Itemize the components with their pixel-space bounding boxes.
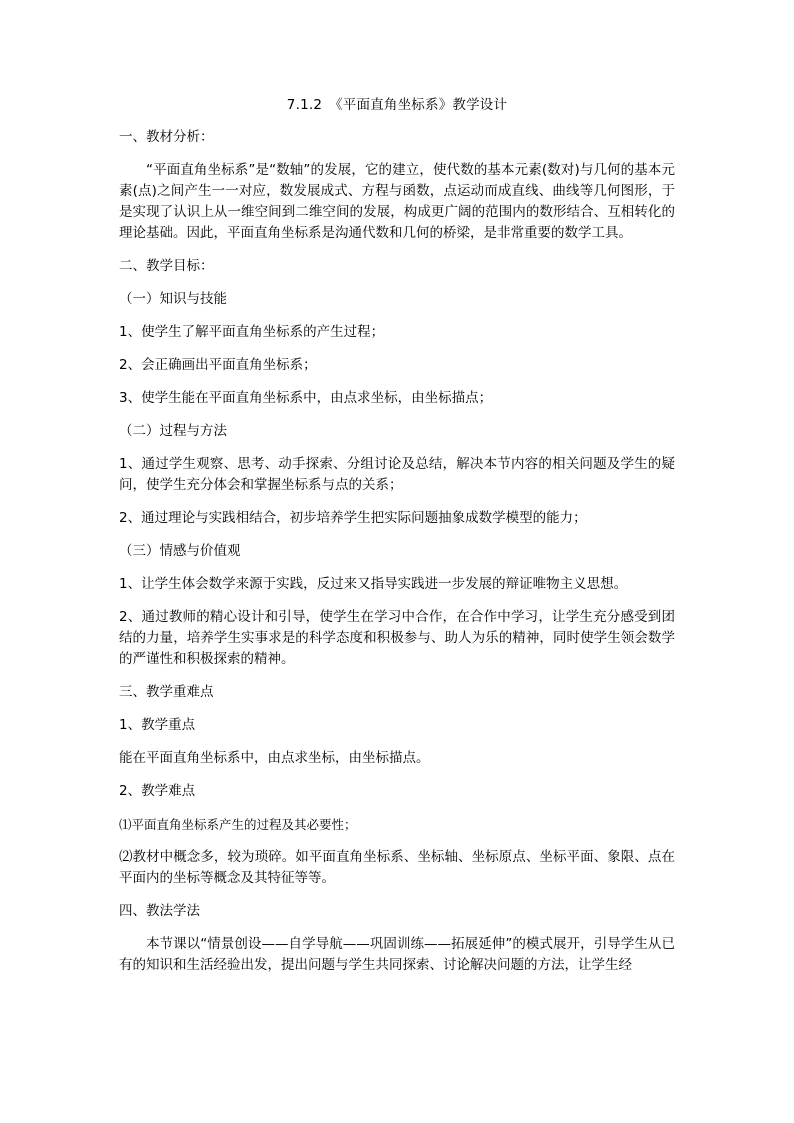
- paragraph-teaching-methods: 本节课以“情景创设——自学导航——巩固训练——拓展延伸”的模式展开，引导学生从已有的知识和生活经验出发，提出问题与学生共同探索、讨论解决问题的方法，让学生经: [119, 936, 675, 973]
- list-item: ⑵教材中概念多，较为琐碎。如平面直角坐标系、坐标轴、坐标原点、坐标平面、象限、点在平面内的坐标等概念及其特征等等。: [119, 849, 675, 886]
- document-page: [119, 95, 675, 988]
- subheading-knowledge-skills: （一）知识与技能: [119, 291, 227, 307]
- paragraph-textbook-analysis: “平面直角坐标系”是“数轴”的发展，它的建立，使代数的基本元素(数对)与几何的基本元素(点)之间产生一一对应，数发展成式、方程与函数，点运动而成直线、曲线等几何图形，于是实现了认识上从一维空间到二维空间的发展，构成更广阔的范围内的数形结合、互相转化的理论基础。因此，平面直角坐标系是沟通代数和几何的桥梁，是非常重要的数学工具。: [119, 162, 675, 241]
- subheading-difficult-points: 2、教学难点: [119, 783, 196, 799]
- section-heading-textbook-analysis: 一、教材分析：: [119, 129, 214, 145]
- subheading-key-points: 1、教学重点: [119, 717, 196, 733]
- section-heading-key-difficult-points: 三、教学重难点: [119, 684, 214, 700]
- list-item: 3、使学生能在平面直角坐标系中，由点求坐标，由坐标描点；: [119, 390, 493, 406]
- list-item: 2、会正确画出平面直角坐标系；: [119, 357, 317, 373]
- subheading-process-methods: （二）过程与方法: [119, 423, 227, 439]
- section-heading-teaching-methods: 四、教法学法: [119, 903, 200, 919]
- list-item: 1、通过学生观察、思考、动手探索、分组讨论及总结，解决本节内容的相关问题及学生的疑问，使学生充分体会和掌握坐标系与点的关系；: [119, 456, 675, 493]
- document-title: 7.1.2 《平面直角坐标系》教学设计: [286, 97, 508, 113]
- section-heading-teaching-goals: 二、教学目标：: [119, 258, 214, 274]
- list-item: 2、通过理论与实践相结合，初步培养学生把实际问题抽象成数学模型的能力；: [119, 510, 587, 526]
- list-item: 1、让学生体会数学来源于实践，反过来又指导实践进一步发展的辩证唯物主义思想。: [119, 576, 628, 592]
- list-item: 1、使学生了解平面直角坐标系的产生过程；: [119, 324, 385, 340]
- list-item: ⑴平面直角坐标系产生的过程及其必要性；: [119, 817, 357, 832]
- subheading-emotion-values: （三）情感与价值观: [119, 543, 241, 559]
- list-item: 2、通过教师的精心设计和引导，使学生在学习中合作，在合作中学习，让学生充分感受到团结的力量，培养学生实事求是的科学态度和积极参与、助人为乐的精神，同时使学生领会数学的严谨性和积极探索的精神。: [119, 609, 675, 667]
- paragraph-key-points: 能在平面直角坐标系中，由点求坐标，由坐标描点。: [119, 750, 430, 766]
